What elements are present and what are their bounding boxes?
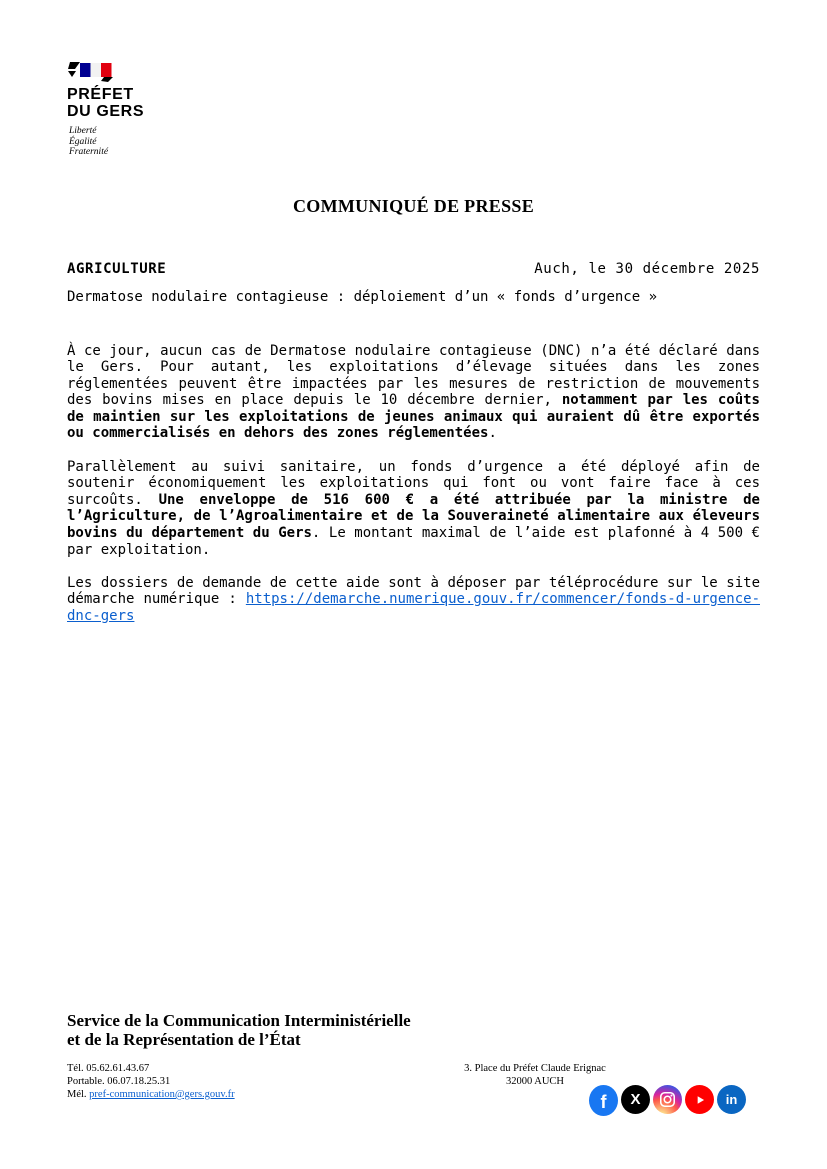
meta-row [67,261,760,277]
footer-contact-block [67,1062,235,1101]
x-twitter-icon[interactable] [621,1085,650,1114]
x-glyph: X [630,1091,641,1108]
email-line [67,1088,235,1101]
facebook-glyph: f [600,1091,607,1112]
category-label: AGRICULTURE [67,260,167,277]
facebook-icon[interactable] [589,1085,618,1116]
p1-end: . [488,425,497,442]
document-title: COMMUNIQUÉ DE PRESSE [292,195,535,216]
youtube-play-glyph [693,1093,707,1107]
instagram-icon[interactable] [653,1085,682,1114]
phone-line: Tél. 05.62.61.43.67 [67,1063,150,1074]
instagram-camera-glyph [659,1091,676,1108]
logo-name-line2: DU GERS [67,103,145,120]
p2-end: . Le montant maximal de l’aide est plafonné à 4 500 € par exploitation. [67,525,760,558]
french-flag-icon [68,62,114,82]
logo-motto [69,126,207,158]
motto-egalite: Égalité [69,136,97,147]
teleprocedure-link[interactable]: https://demarche.numerique.gouv.fr/commencer/fonds-d-urgence-dnc-gers [67,591,760,624]
motto-fraternite: Fraternité [69,147,109,157]
logo-name-line1: PRÉFET [67,86,134,103]
footer-service-title [67,1011,411,1049]
body-paragraph-3 [67,575,760,625]
p2-bold-text: Une enveloppe de 516 600 € a été attribuée par la ministre de l’Agriculture, de l’Agroalimentaire et de la Souveraineté alimentaire aux éleveurs bovins du département du Gers [67,491,760,542]
address-line2: 32000 AUCH [505,1076,565,1087]
body-text [67,343,760,625]
body-paragraph-1 [67,343,760,443]
body-paragraph-2 [67,459,760,559]
mobile-line: Portable. 06.07.18.25.31 [67,1076,171,1087]
social-icons-row [589,1085,746,1116]
youtube-icon[interactable] [685,1085,714,1114]
linkedin-icon[interactable] [717,1085,746,1114]
email-label: Mél. [67,1089,90,1100]
linkedin-glyph: in [725,1092,738,1107]
service-title-line2: et de la Représentation de l’État [67,1030,301,1049]
p3-text: Les dossiers de demande de cette aide sont à déposer par téléprocédure sur le site démarche numérique : [67,574,760,608]
p1-text: À ce jour, aucun cas de Dermatose nodulaire contagieuse (DNC) n’a été déclaré dans le Gers. Pour autant, les exploitations d’élevage situées dans les zones réglementées peuvent être impactées par les mesures de restriction de mouvements des bovins mises en place depuis le 10 décembre dernier, [67,342,760,409]
motto-liberte: Liberté [69,126,97,136]
logo-prefet-name [67,86,207,120]
email-link[interactable]: pref-communication@gers.gouv.fr [89,1089,235,1100]
service-title-line1: Service de la Communication Interministérielle [67,1011,411,1030]
address-line1: 3. Place du Préfet Claude Erignac [464,1063,606,1074]
p2-text: Parallèlement au suivi sanitaire, un fonds d’urgence a été déployé afin de soutenir économiquement les exploitations qui font ou vont faire face à ces surcoûts. [67,458,760,508]
prefet-logo [67,62,207,158]
press-release-subtitle: Dermatose nodulaire contagieuse : déploiement d’un « fonds d’urgence » [67,288,658,305]
dateline: Auch, le 30 décembre 2025 [534,260,760,277]
p1-bold-text: notamment par les coûts de maintien sur les exploitations de jeunes animaux qui auraient dû être exportés ou commercialisés en dehors des zones réglementées [67,392,760,442]
